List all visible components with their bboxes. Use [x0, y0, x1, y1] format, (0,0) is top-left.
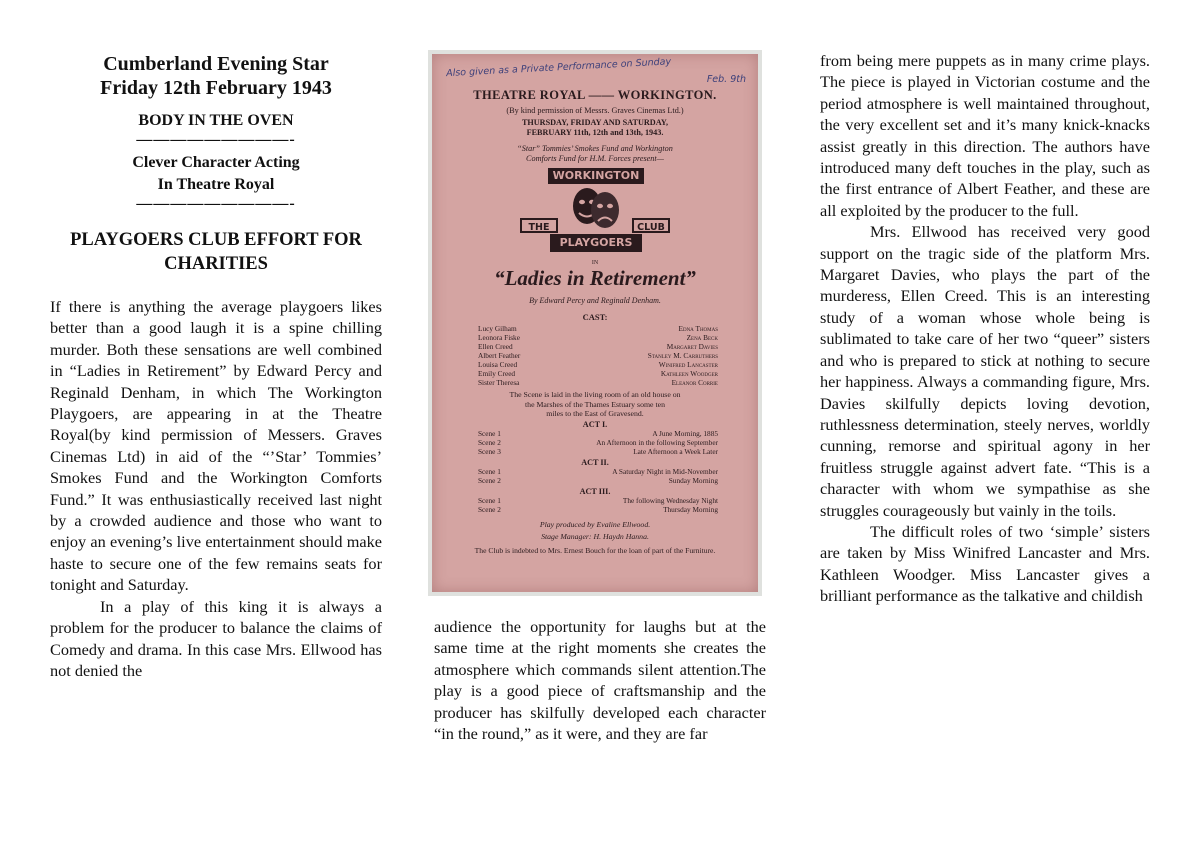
act-heading: ACT I. [582, 420, 608, 429]
scene-label: Scene 2 [478, 505, 501, 514]
thanks-note: The Club is indebted to Mrs. Ernest Bouch for the loan of part of the Furniture. [474, 546, 716, 555]
cast-actor: Stanley M. Carruthers [647, 351, 718, 360]
article-body-left [50, 296, 382, 681]
cast-role: Albert Feather [478, 351, 521, 360]
programme-presenters-line: Comforts Fund for H.M. Forces present— [526, 154, 664, 163]
act-heading: ACT III. [579, 487, 611, 496]
programme-dates-line: THURSDAY, FRIDAY AND SATURDAY, [521, 118, 669, 127]
setting-description [432, 390, 758, 419]
logo-playgoers: PLAYGOERS [550, 234, 642, 252]
scene-row [478, 477, 718, 486]
cast-role: Sister Theresa [478, 378, 520, 387]
scene-desc: Late Afternoon a Week Later [633, 447, 718, 456]
programme-authors: By Edward Percy and Reginald Denham. [529, 296, 661, 305]
main-headline: PLAYGOERS CLUB EFFORT FOR CHARITIES [70, 230, 362, 274]
cast-role: Leonora Fiske [478, 333, 520, 342]
newspaper-name: Cumberland Evening Star [103, 53, 329, 75]
setting-line: miles to the East of Gravesend. [546, 409, 644, 418]
cast-actor: Edna Thomas [678, 324, 718, 333]
cast-actor: Zena Beck [686, 333, 718, 342]
cast-role: Louisa Creed [478, 360, 518, 369]
left-column [50, 52, 382, 681]
scene-label: Scene 1 [478, 429, 501, 438]
logo-the: THE [520, 218, 558, 233]
scene-label: Scene 3 [478, 447, 501, 456]
cast-actor: Margaret Davies [666, 342, 718, 351]
programme-dates-line: FEBRUARY 11th, 12th and 13th, 1943. [526, 128, 664, 137]
paragraph: from being mere puppets as in many crime plays. The piece is played in Victorian costume and the period atmosphere is well maintained throughout, the very excellent set and it’s many knick-knacks assist greatly in this direction. The authors have introduced many deft touches in the play, such as the first entrance of Albert Feather, and these are all exploited by the producer to the full. [820, 51, 1150, 220]
theatre-masks-icon [570, 186, 622, 232]
divider: —————————- [136, 195, 296, 212]
publication-date: Friday 12th February 1943 [100, 77, 332, 99]
programme-title: “Ladies in Retirement” [494, 266, 696, 290]
headline: BODY IN THE OVEN [138, 112, 294, 129]
scene-desc: An Afternoon in the following September [596, 438, 718, 447]
scene-row [478, 506, 718, 515]
handwritten-note: Also given as a Private Performance on Sunday [445, 56, 672, 80]
programme-theatre: THEATRE ROYAL —— WORKINGTON. [473, 88, 717, 102]
programme-in: IN [591, 260, 599, 266]
programme-presenters [432, 144, 758, 164]
scene-desc: Thursday Morning [663, 505, 718, 514]
programme-presenters-line: “Star” Tommies’ Smokes Fund and Workington [517, 144, 673, 153]
paragraph: The difficult roles of two ‘simple’ sisters are taken by Miss Winifred Lancaster and Mrs. Kathleen Woodger. Miss Lancaster gives a brilliant performance as the talkative and childish [820, 521, 1150, 606]
scene-label: Scene 1 [478, 496, 501, 505]
cast-role: Ellen Creed [478, 342, 513, 351]
article-body-middle [434, 616, 766, 744]
programme-dates [432, 118, 758, 138]
act-heading: ACT II. [581, 458, 609, 467]
cast-role: Lucy Gilham [478, 324, 517, 333]
programme-permission: (By kind permission of Messrs. Graves Cinemas Ltd.) [506, 106, 684, 115]
setting-line: The Scene is laid in the living room of an old house on [509, 390, 681, 399]
paragraph: If there is anything the average playgoers likes better than a good laugh it is a spine chilling murder. Both these sensations are well combined in “Ladies in Retirement” by Edward Percy and Reginald Denham, in which The Workington Playgoers, are appearing in at the Theatre Royal(by kind permission of Messers. Graves Cinemas Ltd) in aid of the “’Star’ Tommies’ Smokes Fund and the Workington Comforts Fund.” It was enthusiastically received last night by a crowded audience and those who want to enjoy an evening’s live entertainment should make haste to secure one of the few remains seats for tonight and Saturday. [50, 297, 382, 595]
logo-workington: WORKINGTON [548, 168, 644, 184]
cast-heading: CAST: [582, 312, 608, 322]
subheadline-2: In Theatre Royal [157, 176, 275, 193]
programme-photo [428, 50, 762, 596]
scene-label: Scene 2 [478, 438, 501, 447]
scene-row [478, 448, 718, 457]
playgoers-logo [520, 168, 670, 256]
article-body-right [820, 50, 1150, 607]
stage-manager-credit: Stage Manager: H. Haydn Hanna. [541, 532, 649, 541]
theatre-programme [432, 54, 758, 592]
cast-actor: Winifred Lancaster [658, 360, 718, 369]
paragraph: Mrs. Ellwood has received very good support on the tragic side of the platform Mrs. Margaret Davies, who plays the part of the murderess, Ellen Creed. This is an interesting study of a woman whose whole being is sublimated to take care of her two “queer” sisters and who is prepared to stick at nothing to secure her happiness. Always a commanding figure, Mrs. Davies skilfully depicts loving devotion, ruthlessness determination, steely nerves, worldly cunning, remorse and spiritual agony in her fruitless struggle against advert fate. “This is a character with whom we sympathise as she struggles courageously but vainly in the toils. [820, 222, 1150, 520]
handwritten-date: Feb. 9th [706, 74, 746, 85]
paragraph: In a play of this king it is always a problem for the producer to balance the claims of Comedy and drama. In this case Mrs. Ellwood has not denied the [50, 596, 382, 680]
scene-label: Scene 1 [478, 467, 501, 476]
scene-desc: The following Wednesday Night [622, 496, 718, 505]
cast-actor: Kathleen Woodger [660, 369, 718, 378]
scene-desc: A June Morning, 1885 [652, 429, 718, 438]
subheadline-1: Clever Character Acting [132, 154, 300, 171]
scene-desc: Sunday Morning [668, 476, 718, 485]
scene-desc: A Saturday Night in Mid-November [612, 467, 718, 476]
cast-row [478, 379, 718, 388]
setting-line: the Marshes of the Thames Estuary some ten [525, 399, 665, 409]
cast-actor: Eleanor Corrie [671, 378, 718, 387]
divider: —————————- [136, 131, 296, 148]
paragraph: audience the opportunity for laughs but at the same time at the right moments she creates the atmosphere which commands silent attention.The play is a good piece of craftsmanship and the producer has skilfully developed each character “in the round,” as it were, and they are far [434, 617, 766, 744]
logo-club: CLUB [632, 218, 670, 233]
scene-label: Scene 2 [478, 476, 501, 485]
producer-credit: Play produced by Evaline Ellwood. [539, 520, 651, 529]
cast-role: Emily Creed [478, 369, 516, 378]
